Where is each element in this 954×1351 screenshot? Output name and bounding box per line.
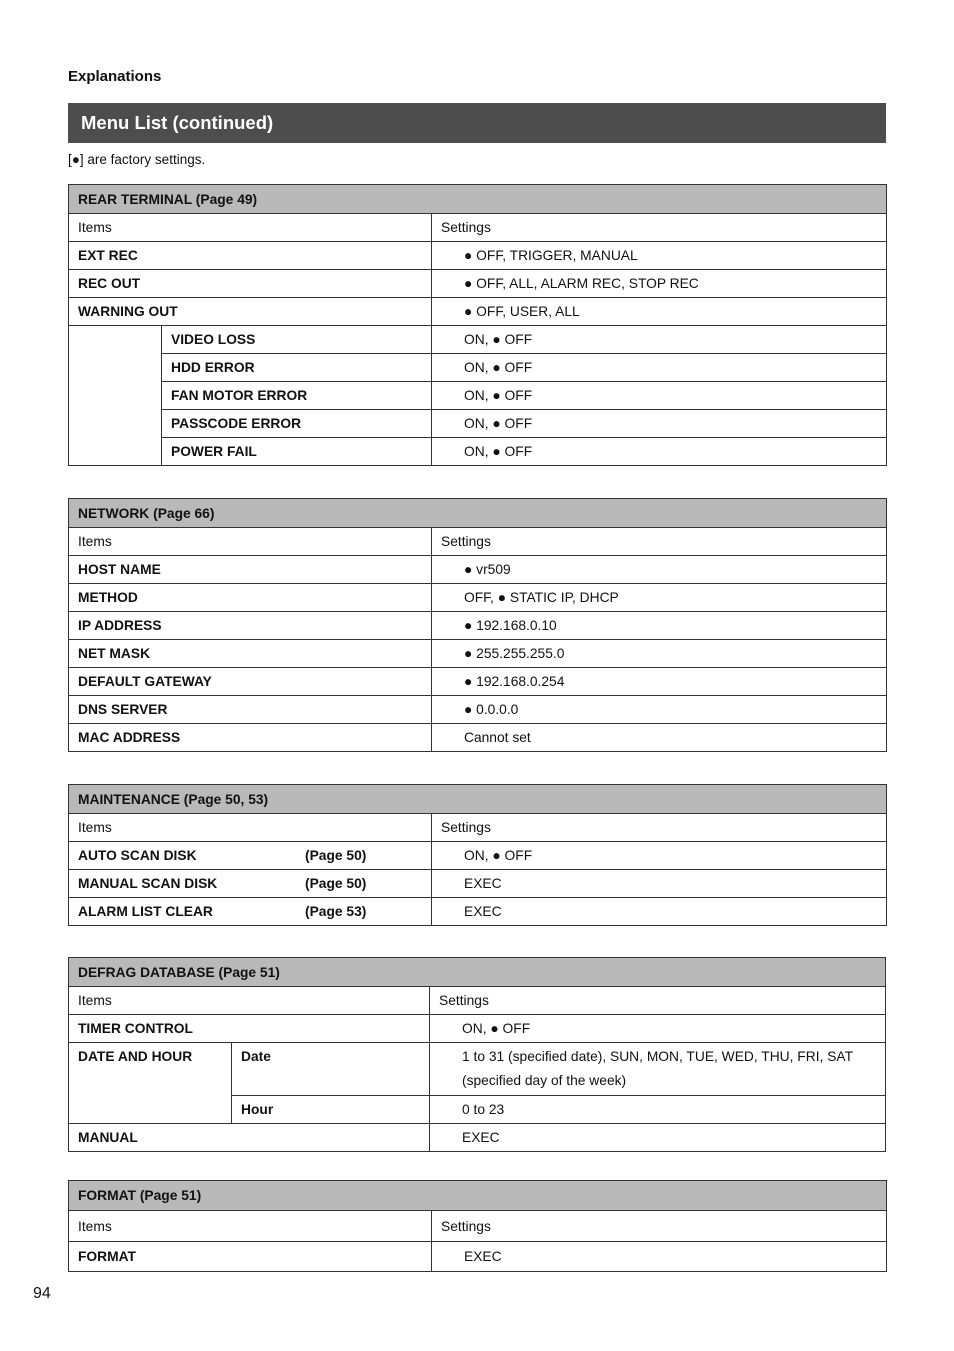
table-row: FORMAT EXEC — [69, 1242, 887, 1272]
table-row: TIMER CONTROL ON, ● OFF — [69, 1015, 886, 1043]
table-row: WARNING OUT ● OFF, USER, ALL — [69, 298, 887, 326]
column-header-items: Items — [69, 214, 432, 242]
table-row: MANUAL EXEC — [69, 1124, 886, 1152]
format-table — [68, 1180, 887, 1272]
table-row: (Page 50) MANUAL SCAN DISK EXEC — [69, 870, 887, 898]
table-row: REC OUT ● OFF, ALL, ALARM REC, STOP REC — [69, 270, 887, 298]
table-row: EXT REC ● OFF, TRIGGER, MANUAL — [69, 242, 887, 270]
table-row: PASSCODE ERROR ON, ● OFF — [69, 410, 887, 438]
section-label: Explanations — [68, 68, 162, 85]
column-header-settings: Settings — [430, 987, 886, 1015]
column-header-items: Items — [69, 528, 432, 556]
column-header-settings: Settings — [432, 214, 887, 242]
table-row: IP ADDRESS ● 192.168.0.10 — [69, 612, 887, 640]
defrag-database-table — [68, 957, 886, 1152]
page-reference: (Page 50) — [305, 848, 367, 863]
table-row: NET MASK ● 255.255.255.0 — [69, 640, 887, 668]
table-row: MAC ADDRESS Cannot set — [69, 724, 887, 752]
page-title: Menu List (continued) — [68, 103, 886, 143]
network-table — [68, 498, 887, 752]
table-title: MAINTENANCE (Page 50, 53) — [69, 785, 887, 814]
table-title: REAR TERMINAL (Page 49) — [69, 185, 887, 214]
column-header-items: Items — [69, 987, 430, 1015]
rear-terminal-table — [68, 184, 887, 466]
column-header-items: Items — [69, 1211, 432, 1242]
table-row: VIDEO LOSS ON, ● OFF — [69, 326, 887, 354]
table-row: (Page 50) AUTO SCAN DISK ON, ● OFF — [69, 842, 887, 870]
maintenance-table — [68, 784, 887, 926]
page-reference: (Page 50) — [305, 876, 367, 891]
table-row: (Page 53) ALARM LIST CLEAR EXEC — [69, 898, 887, 926]
table-row: METHOD OFF, ● STATIC IP, DHCP — [69, 584, 887, 612]
table-title: NETWORK (Page 66) — [69, 499, 887, 528]
page-number: 94 — [33, 1285, 51, 1302]
table-row: FAN MOTOR ERROR ON, ● OFF — [69, 382, 887, 410]
table-row: DEFAULT GATEWAY ● 192.168.0.254 — [69, 668, 887, 696]
table-row: HOST NAME ● vr509 — [69, 556, 887, 584]
column-header-items: Items — [69, 814, 432, 842]
factory-settings-note: [●] are factory settings. — [68, 152, 206, 167]
column-header-settings: Settings — [432, 528, 887, 556]
table-title: FORMAT (Page 51) — [69, 1181, 887, 1211]
table-row: Hour 0 to 23 — [69, 1096, 886, 1124]
table-row: HDD ERROR ON, ● OFF — [69, 354, 887, 382]
column-header-settings: Settings — [432, 814, 887, 842]
table-row: DATE AND HOUR Date 1 to 31 (specified date), SUN, MON, TUE, WED, THU, FRI, SAT (specified day of the week) — [69, 1043, 886, 1096]
table-title: DEFRAG DATABASE (Page 51) — [69, 958, 886, 987]
indent-cell — [69, 326, 162, 466]
column-header-settings: Settings — [432, 1211, 887, 1242]
table-row: POWER FAIL ON, ● OFF — [69, 438, 887, 466]
page-reference: (Page 53) — [305, 904, 367, 919]
table-row: DNS SERVER ● 0.0.0.0 — [69, 696, 887, 724]
